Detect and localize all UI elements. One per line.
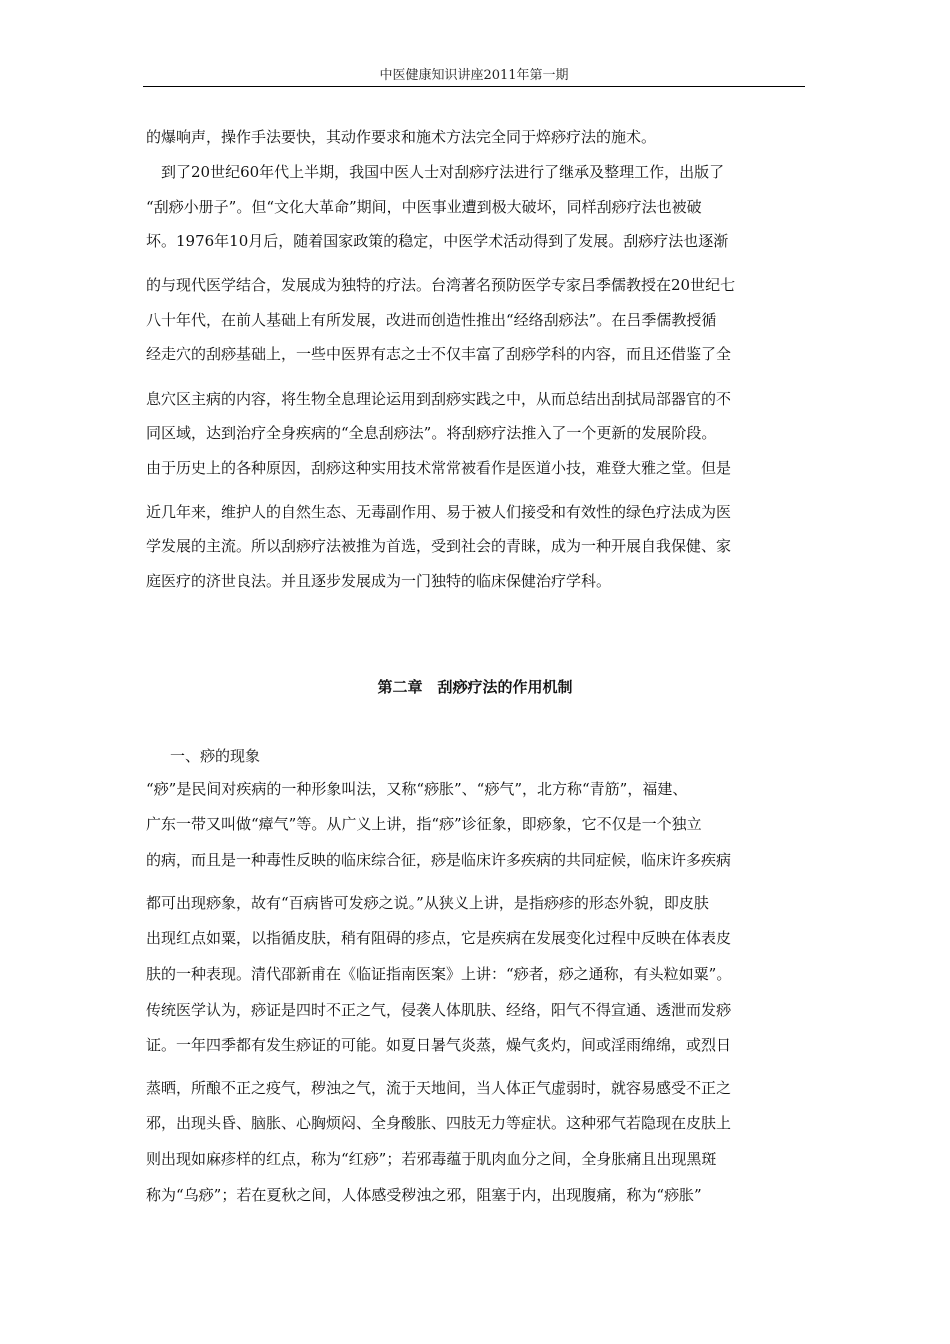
text-line: 坏。1976年10月后，随着国家政策的稳定，中医学术活动得到了发展。刮痧疗法也逐渐 [146, 232, 729, 250]
page-header-title: 中医健康知识讲座2011年第一期 [379, 68, 569, 83]
text-line: 的爆响声，操作手法要快，其动作要求和施术方法完全同于焠痧疗法的施术。 [146, 128, 657, 146]
text-line: 证。一年四季都有发生痧证的可能。如夏日暑气炎蒸，燥气炙灼，间或淫雨绵绵，或烈日 [146, 1036, 732, 1054]
text-line: “痧”是民间对疾病的一种形象叫法，又称“痧胀”、“痧气”，北方称“青筋”，福建、 [146, 780, 688, 798]
text-line: 经走穴的刮痧基础上，一些中医界有志之士不仅丰富了刮痧学科的内容，而且还借鉴了全 [146, 345, 732, 363]
text-line: 的病，而且是一种毒性反映的临床综合征，痧是临床许多疾病的共同症候，临床许多疾病 [146, 851, 732, 869]
chapter-title: 第二章 刮痧疗法的作用机制 [377, 678, 573, 696]
text-line: 肤的一种表现。清代邵新甫在《临证指南医案》上讲：“痧者，痧之通称，有头粒如粟”。 [146, 965, 732, 983]
text-line: 学发展的主流。所以刮痧疗法被推为首选，受到社会的青睐，成为一种开展自我保健、家 [146, 537, 732, 555]
text-line: 息穴区主病的内容，将生物全息理论运用到刮痧实践之中，从而总结出刮拭局部器官的不 [146, 390, 732, 408]
text-line: 出现红点如粟，以指循皮肤，稍有阻碍的疹点，它是疾病在发展变化过程中反映在体表皮 [146, 929, 732, 947]
text-line: 邪，出现头昏、脑胀、心胸烦闷、全身酸胀、四肢无力等症状。这种邪气若隐现在皮肤上 [146, 1114, 732, 1132]
text-line: 传统医学认为，痧证是四时不正之气，侵袭人体肌肤、经络，阳气不得宣通、透泄而发痧 [146, 1001, 732, 1019]
text-line: 的与现代医学结合，发展成为独特的疗法。台湾著名预防医学专家吕季儒教授在20世纪七 [146, 276, 736, 294]
text-line: 则出现如麻疹样的红点，称为“红痧”；若邪毒蕴于肌肉血分之间，全身胀痛且出现黑斑 [146, 1150, 717, 1168]
text-line: 庭医疗的济世良法。并且逐步发展成为一门独特的临床保健治疗学科。 [146, 572, 612, 590]
header-divider [143, 86, 805, 87]
text-line: 八十年代，在前人基础上有所发展，改进而创造性推出“经络刮痧法”。在吕季儒教授循 [146, 311, 717, 329]
text-line: 近几年来，维护人的自然生态、无毒副作用、易于被人们接受和有效性的绿色疗法成为医 [146, 503, 732, 521]
text-line: 由于历史上的各种原因，刮痧这种实用技术常常被看作是医道小技，难登大雅之堂。但是 [146, 459, 732, 477]
text-line: 广东一带又叫做“瘴气”等。从广义上讲，指“痧”诊征象，即痧象，它不仅是一个独立 [146, 815, 702, 833]
text-line: 到了20世纪60年代上半期，我国中医人士对刮痧疗法进行了继承及整理工作，出版了 [146, 163, 725, 181]
text-line: “刮痧小册子”。但“文化大革命”期间，中医事业遭到极大破坏，同样刮痧疗法也被破 [146, 198, 702, 216]
text-line: 蒸晒，所酿不正之疫气，秽浊之气，流于天地间，当人体正气虚弱时，就容易感受不正之 [146, 1079, 732, 1097]
text-line: 都可出现痧象，故有“百病皆可发痧之说。”从狭义上讲，是指痧疹的形态外貌，即皮肤 [146, 894, 709, 912]
section-heading: 一、痧的现象 [170, 747, 261, 765]
text-line: 称为“乌痧”；若在夏秋之间，人体感受秽浊之邪，阻塞于内，出现腹痛，称为“痧胀” [146, 1186, 702, 1204]
text-line: 同区域，达到治疗全身疾病的“全息刮痧法”。将刮痧疗法推入了一个更新的发展阶段。 [146, 424, 717, 442]
